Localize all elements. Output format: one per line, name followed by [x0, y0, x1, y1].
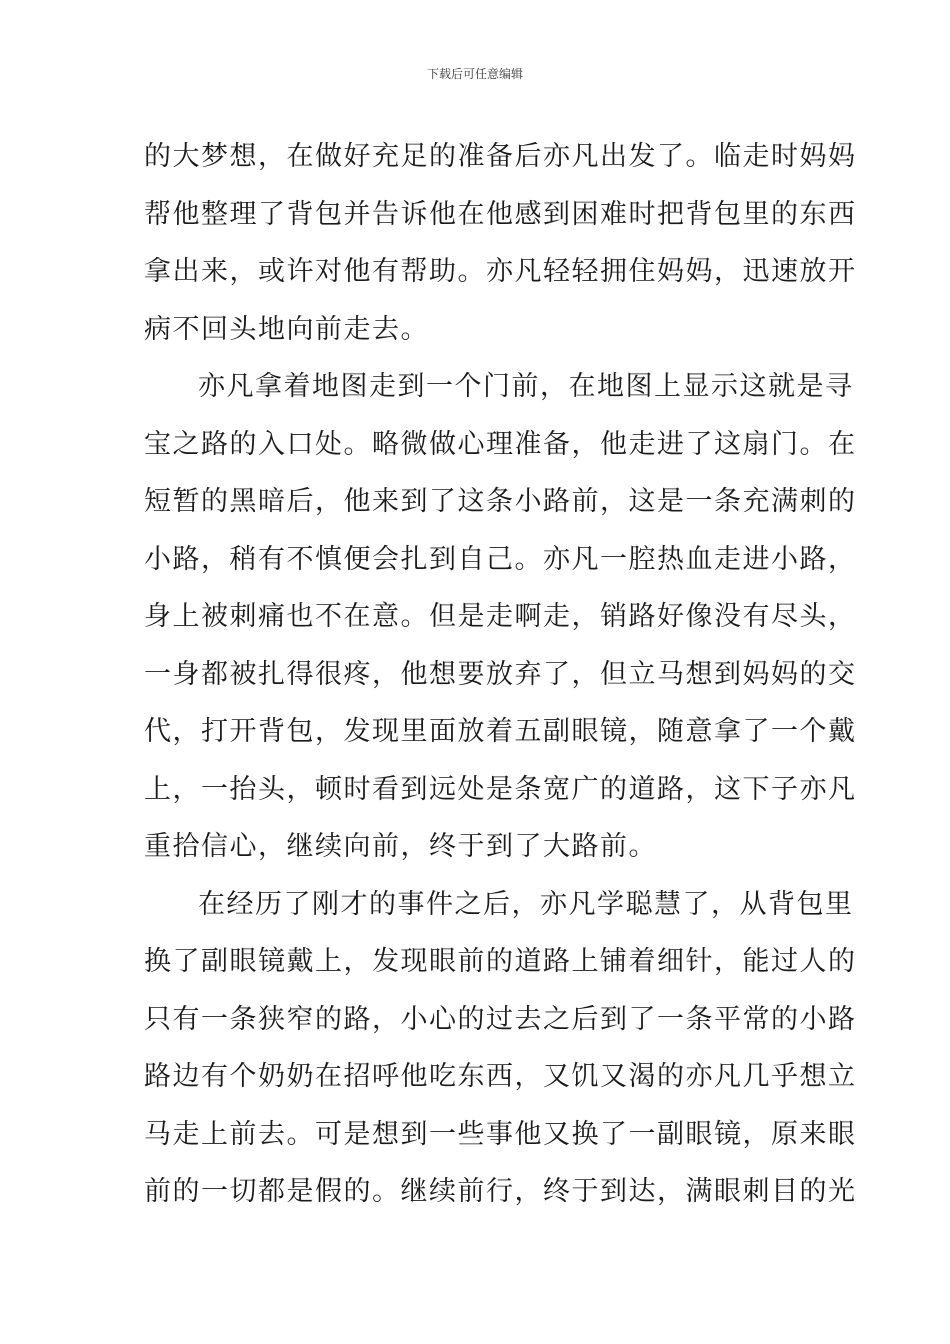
text-line: 小路，稍有不慎便会扎到自己。亦凡一腔热血走进小路，	[144, 543, 857, 575]
text-line: 马走上前去。可是想到一些事他又换了一副眼镜，原来眼	[144, 1118, 857, 1150]
text-line: 代，打开背包，发现里面放着五副眼镜，随意拿了一个戴	[144, 716, 857, 747]
text-line: 换了副眼镜戴上，发现眼前的道路上铺着细针，能过人的	[144, 946, 857, 977]
text-line: 重拾信心，继续向前，终于到了大路前。	[144, 831, 657, 862]
page-header: 下载后可任意编辑	[426, 67, 523, 81]
text-line: 短暂的黑暗后，他来到了这条小路前，这是一条充满刺的	[144, 486, 857, 517]
text-line: 病不回头地向前走去。	[144, 313, 429, 345]
text-line: 一身都被扎得很疼，他想要放弃了，但立马想到妈妈的交	[144, 658, 857, 690]
text-line: 身上被刺痛也不在意。但是走啊走，销路好像没有尽头，	[144, 601, 857, 632]
text-line: 只有一条狭窄的路，小心的过去之后到了一条平常的小路	[144, 1003, 857, 1035]
text-line: 前的一切都是假的。继续前行，终于到达，满眼刺目的光	[144, 1176, 857, 1207]
text-line: 路边有个奶奶在招呼他吃东西，又饥又渴的亦凡几乎想立	[144, 1061, 857, 1092]
body-text	[144, 128, 857, 1221]
paragraph-start-line: 在经历了刚才的事件之后，亦凡学聪慧了，从背包里	[198, 888, 854, 920]
text-line: 的大梦想，在做好充足的准备后亦凡出发了。临走时妈妈	[144, 141, 857, 172]
text-line: 宝之路的入口处。略微做心理准备，他走进了这扇门。在	[144, 428, 857, 460]
text-line: 上，一抬头，顿时看到远处是条宽广的道路，这下子亦凡	[144, 773, 857, 805]
text-line: 拿出来，或许对他有帮助。亦凡轻轻拥住妈妈，迅速放开	[144, 256, 857, 287]
text-line: 帮他整理了背包并告诉他在他感到困难时把背包里的东西	[144, 198, 857, 230]
paragraph-start-line: 亦凡拿着地图走到一个门前，在地图上显示这就是寻	[198, 371, 854, 402]
